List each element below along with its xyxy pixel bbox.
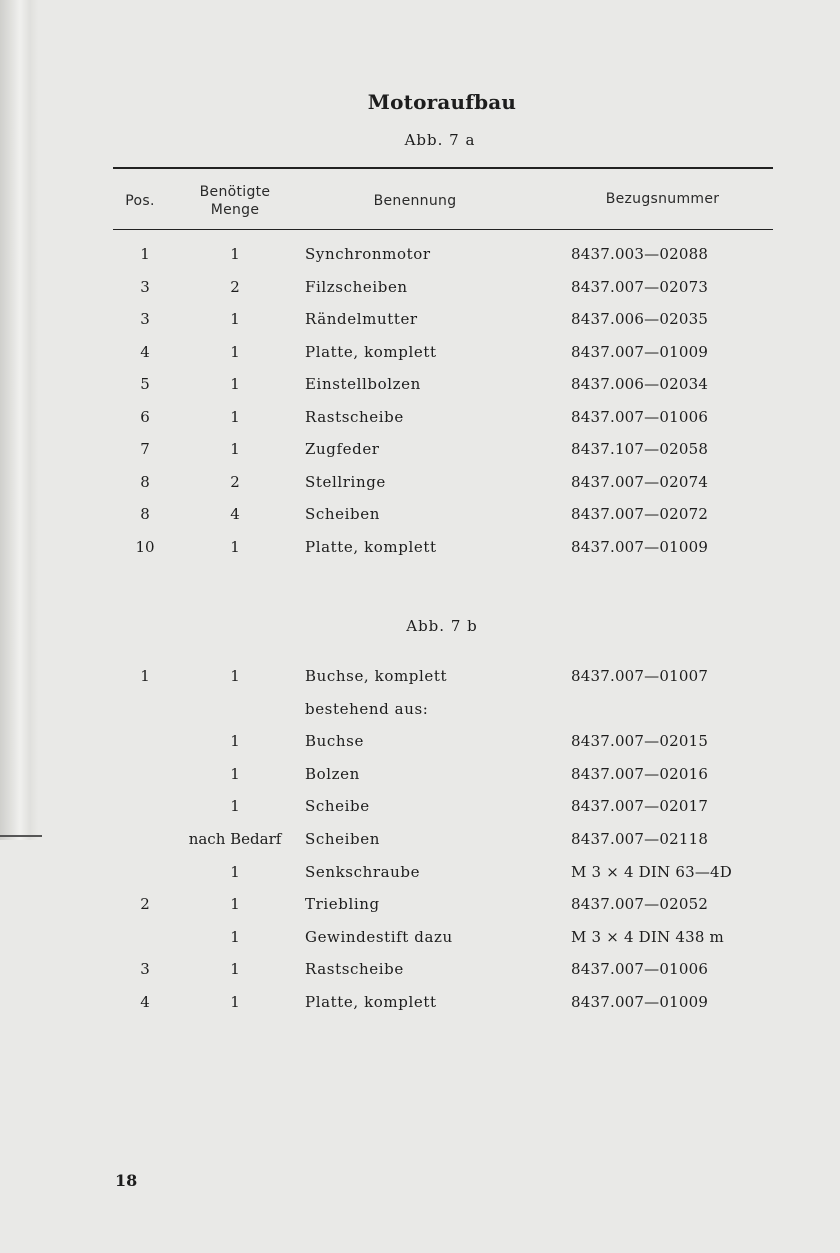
- cell-menge: 1: [230, 375, 240, 393]
- cell-benennung: Einstellbolzen: [305, 375, 421, 393]
- cell-menge: 4: [230, 505, 240, 523]
- cell-bezugsnummer: 8437.007—02052: [571, 895, 709, 914]
- cell-pos: 10: [135, 537, 155, 556]
- table-row: [0, 408, 840, 432]
- cell-bezugsnummer: 8437.006—02035: [571, 310, 709, 328]
- table-row: [0, 538, 840, 562]
- cell-menge: nach Bedarf: [188, 830, 282, 848]
- cell-benennung: Triebling: [305, 895, 380, 914]
- cell-pos: 3: [140, 960, 150, 979]
- table-row: [0, 797, 840, 821]
- cell-bezugsnummer: 8437.007—01006: [571, 407, 709, 426]
- page-number: 18: [115, 1171, 138, 1190]
- cell-benennung: Buchse, komplett: [305, 667, 448, 685]
- header-menge-line2: Menge: [210, 202, 260, 218]
- cell-bezugsnummer: 8437.007—02017: [571, 797, 709, 816]
- cell-bezugsnummer: 8437.007—02118: [571, 830, 709, 848]
- cell-menge: 1: [230, 440, 240, 458]
- cell-menge: 1: [230, 862, 240, 881]
- cell-benennung: Scheiben: [305, 505, 380, 523]
- cell-pos: 8: [140, 472, 150, 491]
- header-bezugsnummer: Bezugsnummer: [605, 191, 720, 207]
- section-a-label: Abb. 7 a: [404, 131, 476, 149]
- table-row: [0, 473, 840, 497]
- cell-bezugsnummer: 8437.107—02058: [571, 440, 709, 458]
- cell-bezugsnummer: 8437.007—02072: [571, 505, 709, 523]
- cell-bezugsnummer: M 3 × 4 DIN 63—4D: [571, 862, 732, 881]
- section-b-label: Abb. 7 b: [406, 617, 478, 635]
- table-row: [0, 505, 840, 529]
- cell-benennung: Platte, komplett: [305, 537, 437, 556]
- cell-menge: 1: [230, 993, 240, 1011]
- cell-benennung: Platte, komplett: [305, 342, 437, 361]
- cell-pos: 2: [140, 895, 150, 914]
- cell-menge: 1: [230, 764, 240, 783]
- cell-bezugsnummer: 8437.007—01006: [571, 960, 709, 979]
- cell-menge: 1: [230, 927, 240, 946]
- cell-pos: 1: [140, 245, 150, 263]
- header-pos: Pos.: [125, 193, 155, 209]
- cell-menge: 2: [230, 277, 240, 296]
- table-row: [0, 830, 840, 854]
- header-menge-line1: Benötigte: [199, 184, 271, 200]
- cell-benennung: Filzscheiben: [305, 277, 408, 296]
- cell-menge: 1: [230, 667, 240, 685]
- cell-bezugsnummer: 8437.007—02015: [571, 732, 709, 751]
- cell-menge: 1: [230, 537, 240, 556]
- cell-bezugsnummer: 8437.006—02034: [571, 375, 709, 393]
- cell-bezugsnummer: 8437.007—01007: [571, 667, 709, 685]
- table-row: [0, 732, 840, 756]
- cell-benennung: Buchse: [305, 732, 364, 751]
- cell-benennung: Platte, komplett: [305, 993, 437, 1011]
- table-row: [0, 375, 840, 399]
- cell-benennung: Scheibe: [305, 797, 370, 816]
- cell-bezugsnummer: 8437.003—02088: [571, 245, 709, 263]
- table-row: [0, 310, 840, 334]
- cell-benennung: Synchronmotor: [305, 245, 431, 263]
- page-title: Motoraufbau: [367, 90, 517, 114]
- cell-menge: 2: [230, 472, 240, 491]
- cell-benennung: Senkschraube: [305, 862, 421, 881]
- cell-pos: 7: [140, 440, 150, 458]
- cell-pos: 5: [140, 375, 150, 393]
- table-row: [0, 700, 840, 724]
- table-row: [0, 343, 840, 367]
- table-row: [0, 245, 840, 269]
- cell-bezugsnummer: 8437.007—02016: [571, 764, 709, 783]
- cell-benennung: bestehend aus:: [305, 699, 429, 718]
- cell-menge: 1: [230, 732, 240, 751]
- cell-pos: 6: [140, 407, 150, 426]
- table-row: [0, 895, 840, 919]
- cell-benennung: Scheiben: [305, 830, 380, 848]
- cell-menge: 1: [230, 342, 240, 361]
- cell-bezugsnummer: M 3 × 4 DIN 438 m: [571, 927, 724, 946]
- cell-pos: 1: [140, 667, 150, 685]
- table-row: [0, 765, 840, 789]
- cell-menge: 1: [230, 960, 240, 979]
- table-row: [0, 440, 840, 464]
- table-top-rule: [113, 167, 773, 169]
- cell-bezugsnummer: 8437.007—01009: [571, 993, 709, 1011]
- cell-menge: 1: [230, 797, 240, 816]
- cell-benennung: Bolzen: [305, 764, 360, 783]
- cell-menge: 1: [230, 245, 240, 263]
- table-row: [0, 960, 840, 984]
- cell-benennung: Rändelmutter: [305, 310, 418, 328]
- table-row: [0, 278, 840, 302]
- cell-pos: 4: [140, 342, 150, 361]
- cell-bezugsnummer: 8437.007—01009: [571, 537, 709, 556]
- table-row: [0, 863, 840, 887]
- cell-benennung: Rastscheibe: [305, 960, 404, 979]
- cell-bezugsnummer: 8437.007—01009: [571, 342, 709, 361]
- cell-menge: 1: [230, 407, 240, 426]
- cell-benennung: Rastscheibe: [305, 407, 404, 426]
- cell-menge: 1: [230, 895, 240, 914]
- header-menge: [180, 183, 290, 219]
- cell-pos: 3: [140, 277, 150, 296]
- cell-menge: 1: [230, 310, 240, 328]
- cell-benennung: Stellringe: [305, 472, 386, 491]
- cell-pos: 3: [140, 310, 150, 328]
- table-row: [0, 993, 840, 1017]
- cell-bezugsnummer: 8437.007—02074: [571, 472, 709, 491]
- cell-bezugsnummer: 8437.007—02073: [571, 277, 709, 296]
- header-benennung: Benennung: [373, 193, 457, 209]
- cell-pos: 4: [140, 993, 150, 1011]
- cell-benennung: Gewindestift dazu: [305, 927, 453, 946]
- cell-benennung: Zugfeder: [305, 440, 380, 458]
- cell-pos: 8: [140, 505, 150, 523]
- table-header-rule: [113, 229, 773, 230]
- table-row: [0, 667, 840, 691]
- table-row: [0, 928, 840, 952]
